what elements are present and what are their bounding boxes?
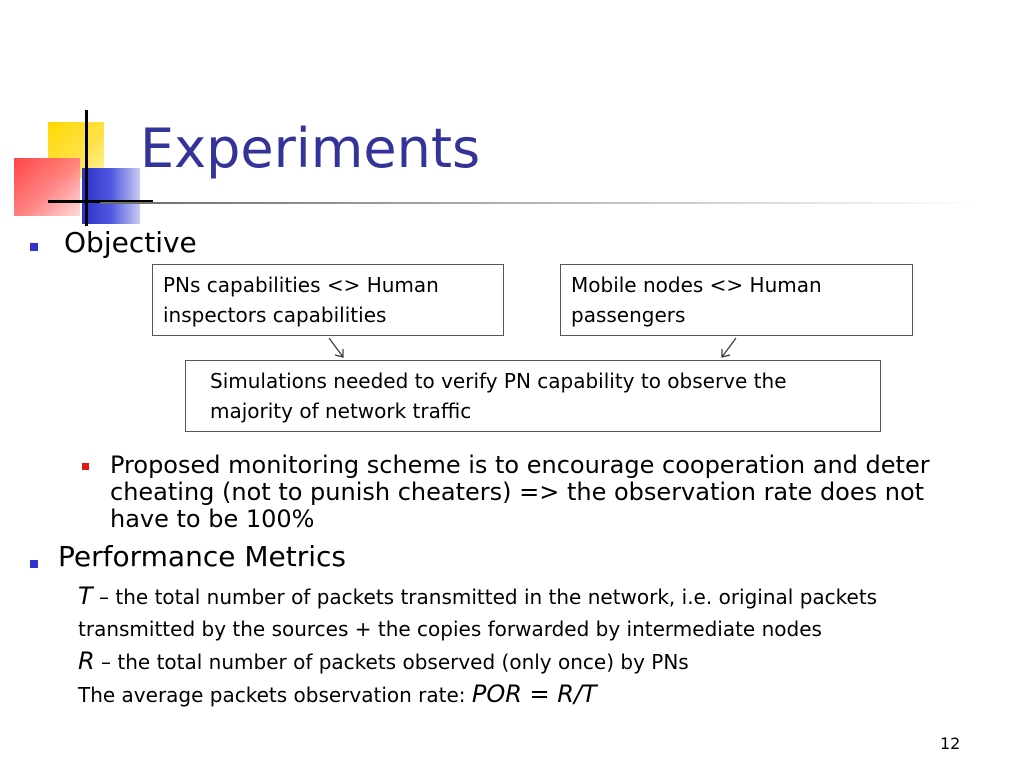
sub-bullet-text: Proposed monitoring scheme is to encourage cooperation and deter cheating (not to punish cheaters) => the observation rate does not have to be 100% — [110, 451, 930, 533]
box-simulations: Simulations needed to verify PN capability to observe the majority of network traffic — [185, 360, 881, 432]
metric-r-text: – the total number of packets observed (only once) by PNs — [94, 650, 689, 674]
box-mobile-nodes: Mobile nodes <> Human passengers — [560, 264, 913, 336]
bullet-sub-objective — [82, 463, 89, 470]
metric-t-symbol: T — [78, 582, 93, 610]
metric-por-label: The average packets observation rate: — [78, 683, 472, 707]
bullet-metrics — [30, 560, 38, 568]
arrow-right-line — [722, 338, 736, 357]
metric-t-text: – the total number of packets transmitted in the network, i.e. original packets transmitted by the sources + the copies forwarded by intermediate nodes — [78, 585, 878, 641]
box-pn-capabilities: PNs capabilities <> Human inspectors capabilities — [152, 264, 504, 336]
metric-r-symbol: R — [78, 647, 95, 675]
metric-por — [78, 678, 597, 711]
metrics-heading: Performance Metrics — [58, 540, 346, 573]
slide-title: Experiments — [140, 117, 481, 180]
metric-por-formula: POR = R/T — [471, 680, 597, 708]
objective-heading: Objective — [64, 226, 197, 259]
metric-r-definition — [78, 645, 689, 678]
arrow-left-line — [329, 338, 343, 357]
page-number: 12 — [940, 734, 961, 753]
metric-t-definition — [78, 580, 998, 645]
